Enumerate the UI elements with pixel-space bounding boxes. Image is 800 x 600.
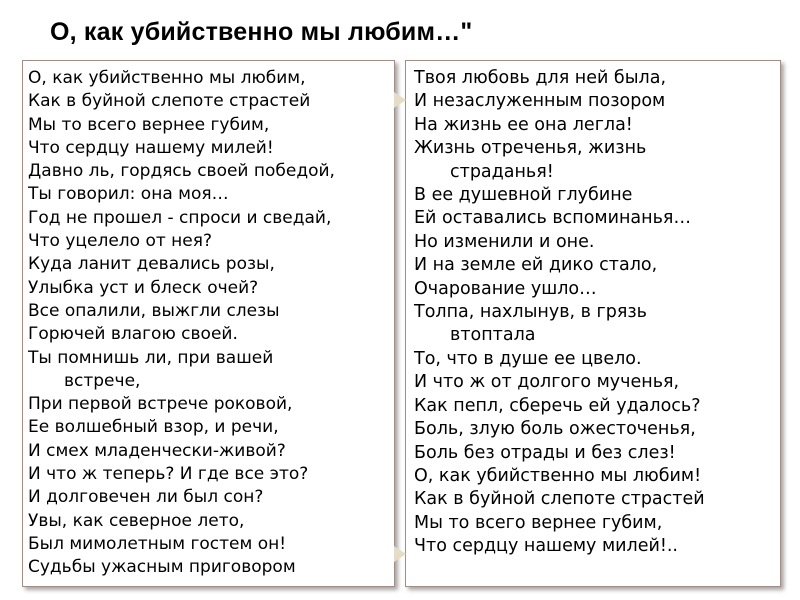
right-poem-panel (405, 60, 781, 587)
left-poem-line: Все опалили, выжгли слезы (28, 300, 280, 321)
right-poem-line: Как пепл, сберечь ей удалось? (414, 395, 701, 416)
left-poem-line: Улыбка уст и блеск очей? (28, 277, 259, 298)
left-poem-line: Что сердцу нашему милей! (28, 137, 274, 158)
right-poem-line: втоптала (450, 325, 536, 346)
left-poem-line: Был мимолетным гостем он! (28, 533, 287, 554)
left-poem-line: При первой встрече роковой, (28, 394, 293, 415)
right-poem-line: И на земле ей дико стало, (414, 255, 658, 276)
right-poem-line: Как в буйной слепоте страстей (414, 489, 705, 510)
left-poem-line: Как в буйной слепоте страстей (28, 91, 311, 112)
left-poem-panel (22, 60, 395, 587)
left-poem-line: И смех младенчески-живой? (28, 440, 286, 461)
right-poem-line: И незаслуженным позором (414, 91, 666, 112)
right-poem-line: Но изменили и оне. (414, 231, 595, 252)
left-poem-line: И долговечен ли был сон? (28, 487, 264, 508)
page-title: О, как убийственно мы любим…" (50, 18, 473, 46)
right-poem-line: Твоя любовь для ней была, (414, 68, 667, 88)
left-poem-line: И что ж теперь? И где все это? (28, 464, 309, 485)
right-poem-line: Боль, злую боль ожесточенья, (414, 419, 696, 440)
right-poem-line: В ее душевной глубине (414, 185, 633, 206)
left-poem-line: Куда ланит девались розы, (28, 254, 275, 275)
left-poem-line: встрече, (64, 370, 141, 391)
right-poem-line: страданья! (450, 161, 554, 182)
right-poem-line: Толпа, нахлынув, в грязь (414, 302, 647, 323)
left-poem-line: Судьбы ужасным приговором (28, 557, 296, 578)
right-poem-line: О, как убийственно мы любим! (414, 465, 702, 486)
right-poem-line: Ей оставались вспоминанья… (414, 208, 691, 229)
left-poem-line: Ты говорил: она моя… (28, 184, 229, 205)
right-poem-line: Мы то всего вернее губим, (414, 512, 663, 533)
left-poem-line: Год не прошел - спроси и сведай, (28, 207, 332, 228)
left-poem-line: Горючей влагою своей. (28, 324, 238, 345)
left-poem-line: Ее волшебный взор, и речи, (28, 417, 279, 438)
right-poem-line: Жизнь отреченья, жизнь (414, 138, 647, 159)
connector-arrow-top-icon (394, 92, 406, 108)
right-poem-line: На жизнь ее она легла! (414, 114, 633, 135)
left-poem-line: Давно ль, гордясь своей победой, (28, 161, 335, 182)
left-poem-line: Мы то всего вернее губим, (28, 114, 270, 135)
right-poem-line: И что ж от долгого мученья, (414, 372, 680, 393)
left-poem-line: Увы, как северное лето, (28, 510, 245, 531)
right-poem-line: Что сердцу нашему милей!.. (414, 536, 678, 557)
left-poem-line: Ты помнишь ли, при вашей (28, 347, 274, 368)
left-poem-line: Что уцелело от нея? (28, 231, 212, 252)
connector-arrow-bottom-icon (394, 546, 406, 562)
right-poem-line: Очарование ушло… (414, 278, 597, 299)
right-poem-line: Боль без отрады и без слез! (414, 442, 676, 463)
right-poem-line: То, что в душе ее цвело. (414, 348, 642, 369)
left-poem-line: О, как убийственно мы любим, (28, 68, 306, 88)
